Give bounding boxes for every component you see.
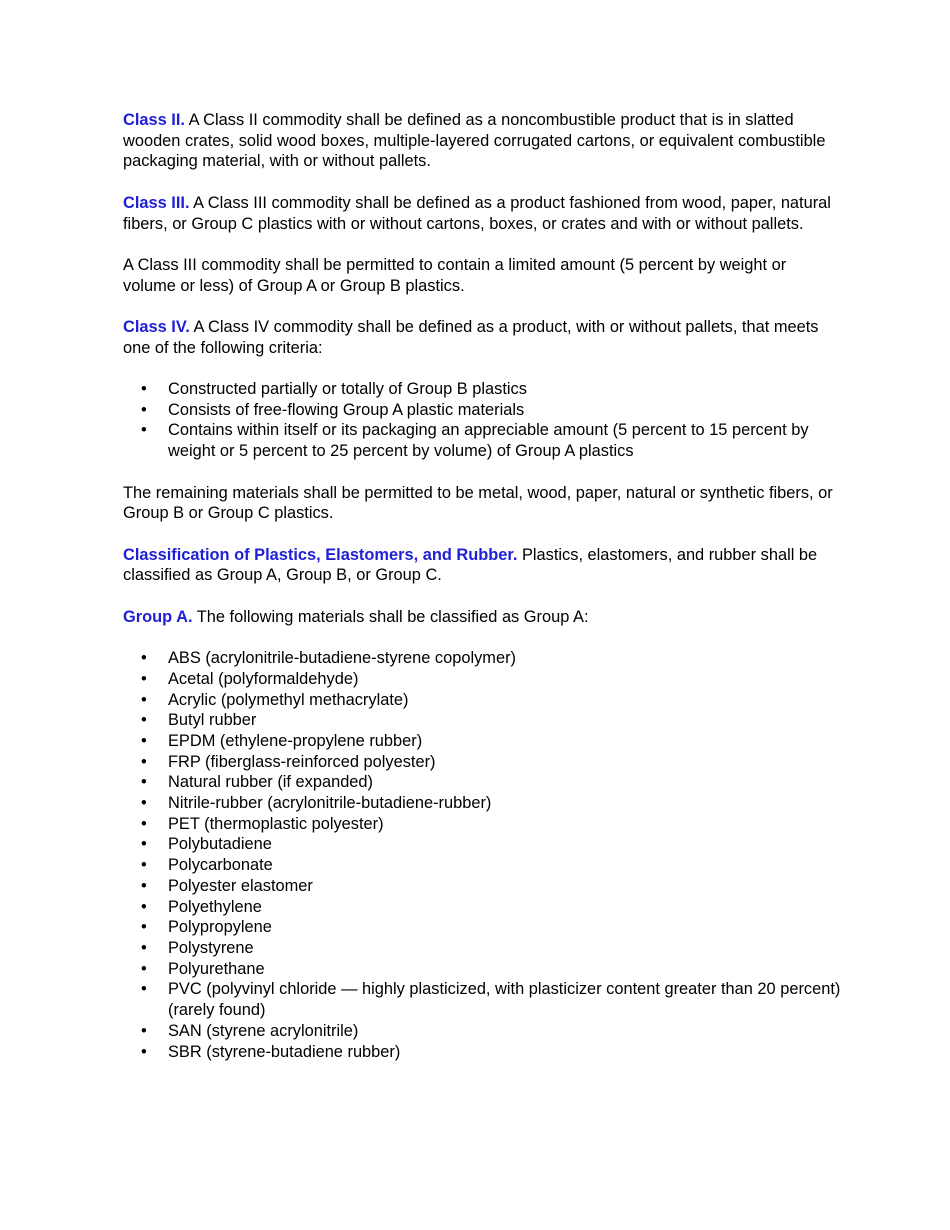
classification-paragraph [123,545,843,586]
bullet-icon: • [141,814,147,833]
bullet-icon: • [141,400,147,419]
bullet-icon: • [141,980,147,999]
list-item [123,1021,843,1042]
list-item-text: SBR (styrene-butadiene rubber) [168,1042,401,1061]
list-item [123,669,843,690]
list-item [123,690,843,711]
bullet-icon: • [141,380,147,399]
class-iv-note: The remaining materials shall be permitted to be metal, wood, paper, natural or synthetic fibers, or Group B or Group C plastics. [123,483,833,523]
bullet-icon: • [141,773,147,792]
classification-text: Plastics, elastomers, and rubber shall be classified as Group A, Group B, or Group C. [123,545,818,585]
list-item [123,834,843,855]
bullet-icon: • [141,876,147,895]
class-iv-text: A Class IV commodity shall be defined as a product, with or without pallets, that meets one of the following criteria: [123,317,819,357]
group-a-paragraph [123,607,843,628]
bullet-icon: • [141,794,147,813]
list-item [123,959,843,980]
class-iv-heading: Class IV. [123,317,190,336]
list-item-text: Consists of free-flowing Group A plastic materials [168,400,525,419]
list-item-text: Constructed partially or totally of Group B plastics [168,380,527,399]
bullet-icon: • [141,669,147,688]
list-item-text: Polyester elastomer [168,876,313,895]
list-item [123,710,843,731]
list-item-text: Natural rubber (if expanded) [168,773,373,792]
list-item-text: FRP (fiberglass-reinforced polyester) [168,752,436,771]
list-item [123,876,843,897]
list-item [123,772,843,793]
list-item [123,731,843,752]
list-item [123,855,843,876]
class-ii-text: A Class II commodity shall be defined as a noncombustible product that is in slatted wooden crates, solid wood boxes, multiple-layered corrugated cartons, or equivalent combustible packaging material, with or without pallets. [123,111,826,171]
list-item-text: EPDM (ethylene-propylene rubber) [168,731,423,750]
document-page [123,110,843,1083]
classification-heading: Classification of Plastics, Elastomers, and Rubber. [123,545,518,564]
list-item [123,1042,843,1063]
class-iii-text: A Class III commodity shall be defined as a product fashioned from wood, paper, natural fibers, or Group C plastics with or without cartons, boxes, or crates and with or without pallets. [123,193,831,233]
list-item-text: Butyl rubber [168,711,257,730]
bullet-icon: • [141,959,147,978]
list-item [123,938,843,959]
bullet-icon: • [141,918,147,937]
class-ii-heading: Class II. [123,111,185,129]
list-item [123,814,843,835]
list-item-text: Polyethylene [168,897,262,916]
list-item-text: ABS (acrylonitrile-butadiene-styrene copolymer) [168,649,516,668]
list-item-text: Polycarbonate [168,856,273,875]
list-item [123,917,843,938]
list-item-text: Polybutadiene [168,835,272,854]
list-item [123,752,843,773]
class-iv-paragraph [123,317,843,358]
bullet-icon: • [141,856,147,875]
list-item [123,979,843,1020]
list-item-text: Nitrile-rubber (acrylonitrile-butadiene-rubber) [168,794,492,813]
bullet-icon: • [141,752,147,771]
group-a-text: The following materials shall be classified as Group A: [192,607,589,626]
bullet-icon: • [141,1042,147,1061]
list-item [123,420,843,461]
list-item-text: Polypropylene [168,918,272,937]
bullet-icon: • [141,649,147,668]
list-item [123,379,843,400]
class-iii-heading: Class III. [123,193,190,212]
list-item-text: PVC (polyvinyl chloride — highly plasticized, with plasticizer content greater than 20 percent) (rarely found) [168,980,841,1020]
class-ii-paragraph [123,110,843,172]
bullet-icon: • [141,690,147,709]
list-item-text: PET (thermoplastic polyester) [168,814,384,833]
list-item [123,793,843,814]
class-iii-note: A Class III commodity shall be permitted to contain a limited amount (5 percent by weight or volume or less) of Group A or Group B plastics. [123,255,787,295]
bullet-icon: • [141,711,147,730]
list-item-text: Polystyrene [168,939,254,957]
list-item-text: Acetal (polyformaldehyde) [168,669,359,688]
bullet-icon: • [141,421,147,440]
bullet-icon: • [141,1021,147,1040]
list-item-text: SAN (styrene acrylonitrile) [168,1021,359,1040]
bullet-icon: • [141,835,147,854]
list-item [123,648,843,669]
list-item [123,400,843,421]
class-iii-paragraph [123,193,843,234]
bullet-icon: • [141,731,147,750]
class-iv-criteria-list [123,379,843,462]
group-a-materials-list [123,648,843,1062]
list-item-text: Polyurethane [168,959,265,978]
list-item-text: Acrylic (polymethyl methacrylate) [168,690,409,709]
list-item [123,897,843,918]
list-item-text: Contains within itself or its packaging an appreciable amount (5 percent to 15 percent by weight or 5 percent to 25 percent by volume) of Group A plastics [168,421,809,461]
group-a-heading: Group A. [123,607,193,626]
bullet-icon: • [141,897,147,916]
bullet-icon: • [141,939,147,957]
